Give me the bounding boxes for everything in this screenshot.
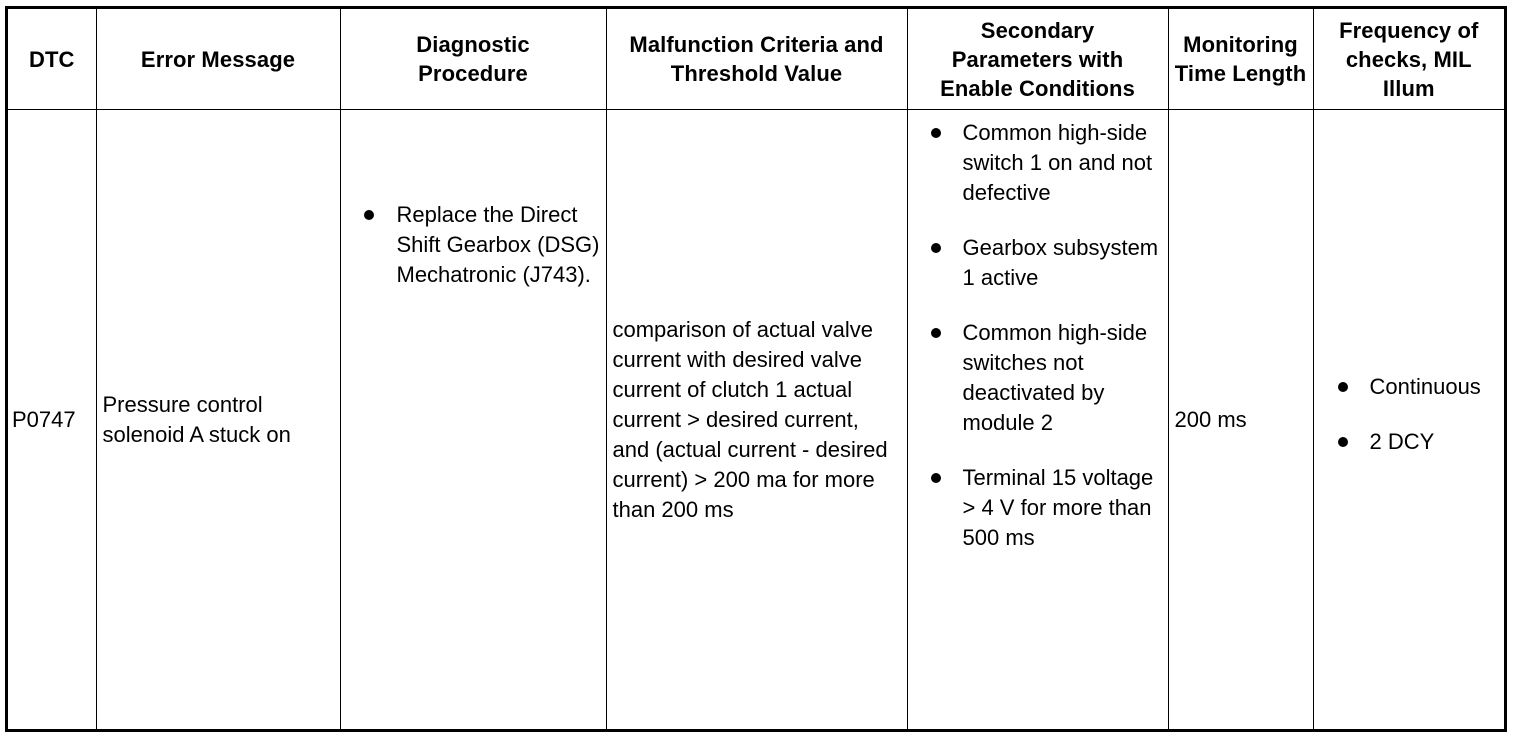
- header-dtc: DTC: [8, 9, 96, 110]
- cell-diagnostic-procedure: [340, 110, 606, 730]
- bullet-icon: [931, 128, 941, 138]
- cell-dtc: P0747: [8, 110, 96, 730]
- procedure-step-text: Replace the Direct Shift Gearbox (DSG) Mechatronic (J743).: [396, 202, 600, 287]
- list-item: [397, 200, 600, 290]
- cell-monitoring-time: 200 ms: [1168, 110, 1313, 730]
- frequency-list: [1314, 372, 1505, 457]
- dtc-table: [8, 9, 1504, 729]
- parameter-text: Terminal 15 voltage > 4 V for more than 500 ms: [962, 465, 1154, 550]
- header-error-message: Error Message: [96, 9, 340, 110]
- list-item: [1370, 427, 1505, 457]
- secondary-parameters-list: [908, 118, 1168, 553]
- header-monitoring-time: Monitoring Time Length: [1168, 9, 1313, 110]
- cell-error-message: Pressure control solenoid A stuck on: [96, 110, 340, 730]
- frequency-text: 2 DCY: [1369, 429, 1435, 454]
- cell-malfunction-criteria: comparison of actual valve current with desired valve current of clutch 1 actual current > desired current, and (actual current - desired current) > 200 ma for more than 200 ms: [606, 110, 907, 730]
- procedure-list: [341, 200, 606, 290]
- bullet-icon: [931, 473, 941, 483]
- bullet-icon: [931, 243, 941, 253]
- list-item: [963, 118, 1164, 208]
- list-item: [963, 463, 1164, 553]
- table-row: [8, 110, 1504, 730]
- bullet-icon: [364, 210, 374, 220]
- header-malfunction-criteria: Malfunction Criteria and Threshold Value: [606, 9, 907, 110]
- list-item: [963, 318, 1164, 438]
- bullet-icon: [1338, 382, 1348, 392]
- header-frequency: Frequency of checks, MIL Illum: [1313, 9, 1504, 110]
- header-row: [8, 9, 1504, 110]
- cell-frequency: [1313, 110, 1504, 730]
- parameter-text: Gearbox subsystem 1 active: [962, 235, 1159, 290]
- frequency-text: Continuous: [1369, 374, 1481, 399]
- bullet-icon: [1338, 437, 1348, 447]
- list-item: [1370, 372, 1505, 402]
- header-secondary-parameters: Secondary Parameters with Enable Conditions: [907, 9, 1168, 110]
- header-diagnostic-procedure: Diagnostic Procedure: [340, 9, 606, 110]
- bullet-icon: [931, 328, 941, 338]
- parameter-text: Common high-side switch 1 on and not defective: [962, 120, 1153, 205]
- list-item: [963, 233, 1164, 293]
- dtc-table-frame: [5, 6, 1507, 732]
- cell-secondary-parameters: [907, 110, 1168, 730]
- parameter-text: Common high-side switches not deactivated by module 2: [962, 320, 1148, 435]
